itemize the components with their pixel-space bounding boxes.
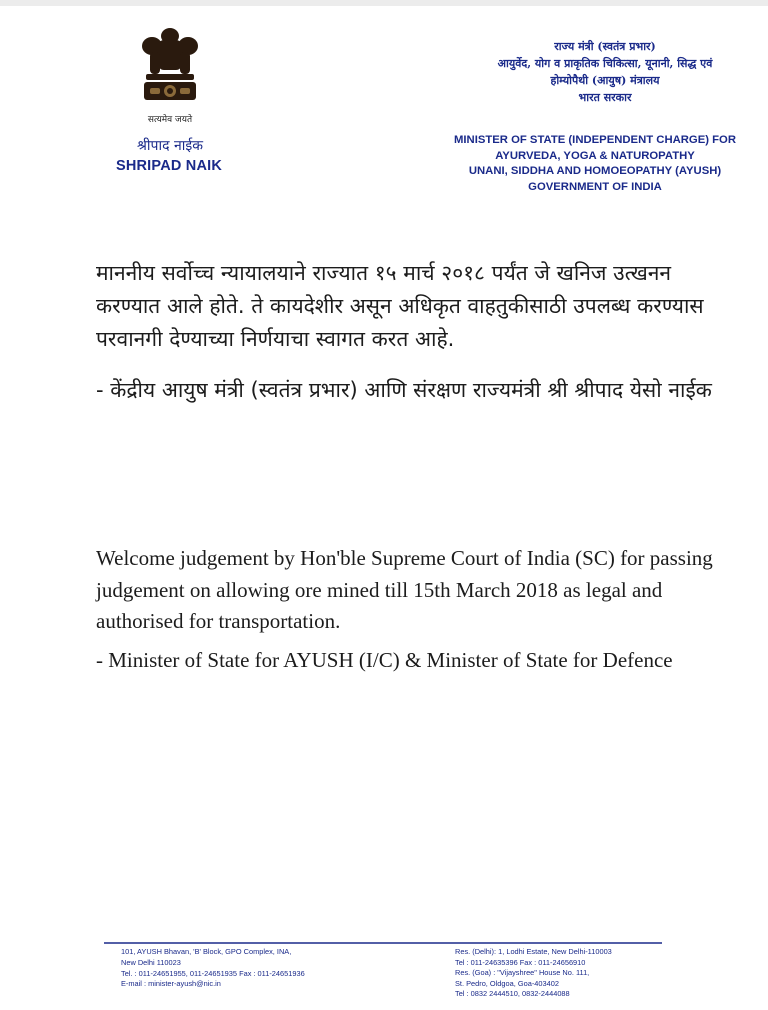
footer-office-address [121,947,401,990]
designation-english-line: UNANI, SIDDHA AND HOMOEOPATHY (AYUSH) [468,165,722,177]
emblem-motto: सत्यमेव जयते [147,115,193,125]
footer-residence-address [455,947,695,1000]
minister-name-hindi: श्रीपाद नाईक [136,138,204,154]
statement-english-body: Welcome judgement by Hon'ble Supreme Court of India (SC) for passing judgement on allowing ore mined till 15th March 2018 as legal and authorised for transportation. [96,546,713,633]
footer-line: Tel : 0832 2444510, 0832-2444088 [455,989,570,999]
footer-line: New Delhi 110023 [121,957,181,967]
designation-english-line: AYURVEDA, YOGA & NATUROPATHY [495,149,695,162]
designation-english [420,133,768,195]
national-emblem-icon [138,26,202,110]
top-border [0,0,768,6]
footer-line: Tel : 011-24635396 Fax : 011-24656910 [455,957,586,967]
designation-hindi-line: होम्योपैथी (आयुष) मंत्रालय [550,74,660,87]
minister-name-english: SHRIPAD NAIK [115,158,223,174]
designation-hindi-line: भारत सरकार [578,91,632,104]
designation-hindi-line: आयुर्वेद, योग व प्राकृतिक चिकित्सा, यूनानी, सिद्ध एवं [497,57,713,70]
footer-line: Res. (Delhi): 1, Lodhi Estate, New Delhi-110003 [455,947,612,956]
statement-marathi-signature: - केंद्रीय आयुष मंत्री (स्वतंत्र प्रभार) आणि संरक्षण राज्यमंत्री श्री श्रीपाद येसो नाईक [96,378,712,402]
footer-divider [104,942,662,944]
footer-line: Res. (Goa) : "Vijayshree" House No. 111, [455,968,590,978]
statement-english-signature: - Minister of State for AYUSH (I/C) & Minister of State for Defence [96,648,673,672]
designation-english-line: MINISTER OF STATE (INDEPENDENT CHARGE) FOR [453,134,736,146]
designation-hindi-line: राज्य मंत्री (स्वतंत्र प्रभार) [554,40,656,53]
designation-english-line: GOVERNMENT OF INDIA [528,180,662,193]
designation-hindi [440,38,768,106]
statement-marathi-body: माननीय सर्वोच्च न्यायालयाने राज्यात १५ मार्च २०१८ पर्यंत जे खनिज उत्खनन करण्यात आले होते. ते कायदेशीर असून अधिकृत वाहतुकीसाठी उपलब्ध करण्यास परवानगी देण्याच्या निर्णयाचा स्वागत करत आहे. [96,261,704,351]
footer-line: St. Pedro, Oldgoa, Goa-403402 [455,978,559,988]
footer-line: 101, AYUSH Bhavan, 'B' Block, GPO Complex, INA, [121,947,292,956]
footer-line: Tel. : 011-24651955, 011-24651935 Fax : 011-24651936 [121,968,305,978]
footer-email: E-mail : minister-ayush@nic.in [121,979,221,989]
